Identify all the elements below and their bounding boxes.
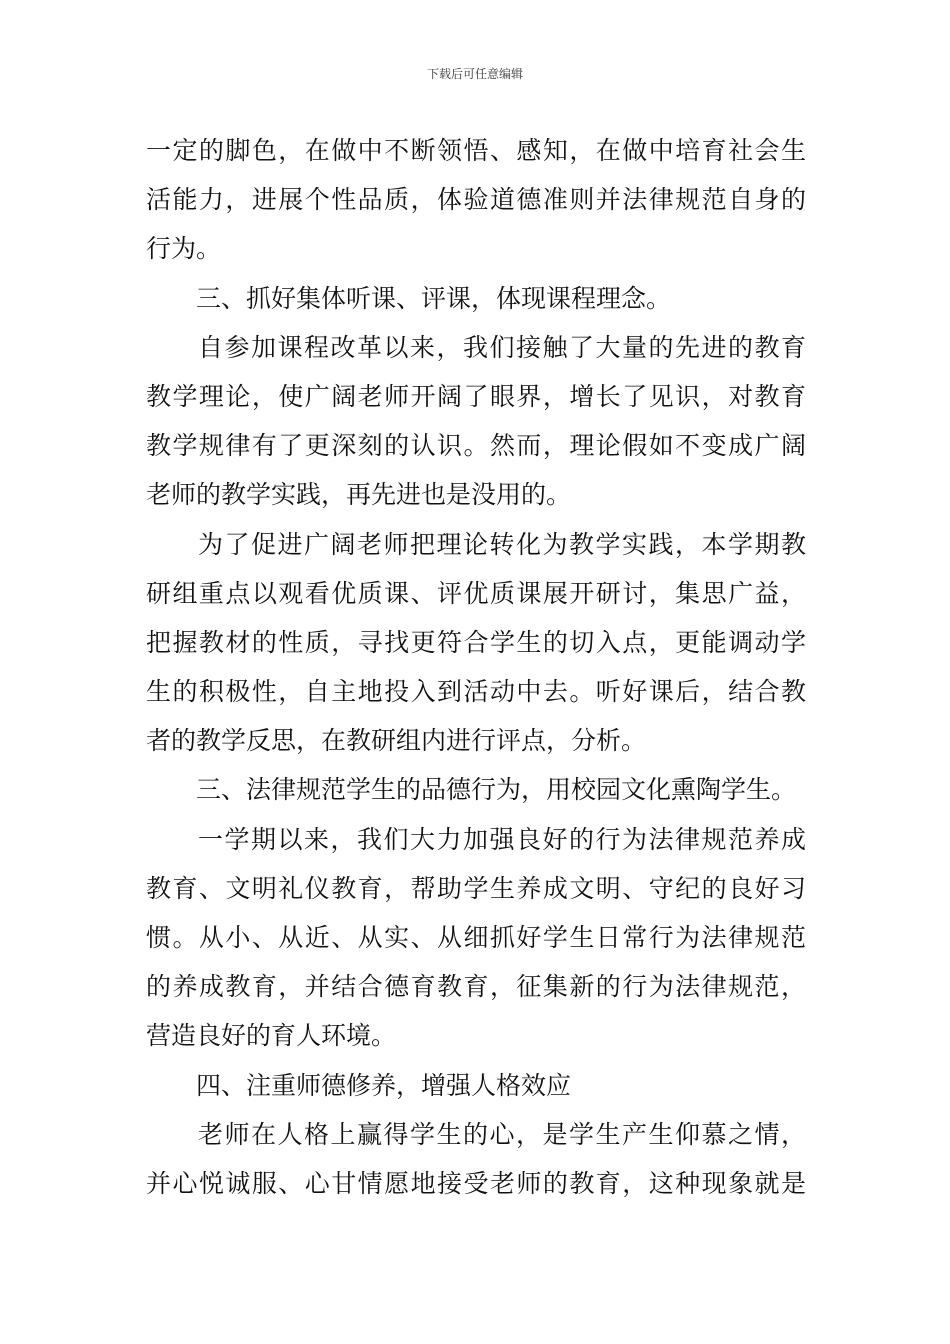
text-line-3: 行为。 — [146, 234, 222, 264]
text-line-2: 活能力，进展个性品质，体验道德准则并法律规范自身的 — [146, 185, 806, 215]
section-heading-4: 四、注重师德修养，增强人格效应 — [196, 1070, 572, 1100]
text-line-11: 把握教材的性质，寻找更符合学生的切入点，更能调动学 — [146, 627, 806, 657]
section-heading-3b: 三、法律规范学生的品德行为，用校园文化熏陶学生。 — [196, 775, 797, 805]
text-line-16: 教育、文明礼仪教育，帮助学生养成文明、守纪的良好习 — [146, 873, 806, 903]
text-line-12: 生的积极性，自主地投入到活动中去。听好课后，结合教 — [146, 677, 806, 707]
text-line-5: 自参加课程改革以来，我们接触了大量的先进的教育 — [198, 332, 806, 362]
text-line-10: 研组重点以观看优质课、评优质课展开研讨，集思广益， — [146, 578, 806, 608]
text-line-17: 惯。从小、从近、从实、从细抓好学生日常行为法律规范 — [146, 923, 806, 952]
text-line-7: 教学规律有了更深刻的认识。然而，理论假如不变成广阔 — [146, 431, 806, 461]
page-header: 下载后可任意编辑 — [426, 67, 523, 81]
text-line-1: 一定的脚色，在做中不断领悟、感知，在做中培育社会生 — [146, 136, 806, 165]
text-line-22: 并心悦诚服、心甘情愿地接受老师的教育，这种现象就是 — [146, 1168, 806, 1198]
section-heading-3a: 三、抓好集体听课、评课，体现课程理念。 — [196, 283, 672, 313]
text-line-21: 老师在人格上赢得学生的心，是学生产生仰慕之情， — [198, 1119, 806, 1149]
text-line-18: 的养成教育，并结合德育教育，征集新的行为法律规范， — [146, 972, 806, 1002]
text-line-19: 营造良好的育人环境。 — [146, 1021, 397, 1051]
text-line-8: 老师的教学实践，再先进也是没用的。 — [146, 480, 572, 510]
text-line-13: 者的教学反思，在教研组内进行评点，分析。 — [146, 726, 647, 756]
text-line-9: 为了促进广阔老师把理论转化为教学实践，本学期教 — [198, 529, 806, 559]
text-line-15: 一学期以来，我们大力加强良好的行为法律规范养成 — [198, 824, 806, 854]
text-line-6: 教学理论，使广阔老师开阔了眼界，增长了见识，对教育 — [146, 381, 806, 411]
document-body — [146, 126, 806, 1208]
